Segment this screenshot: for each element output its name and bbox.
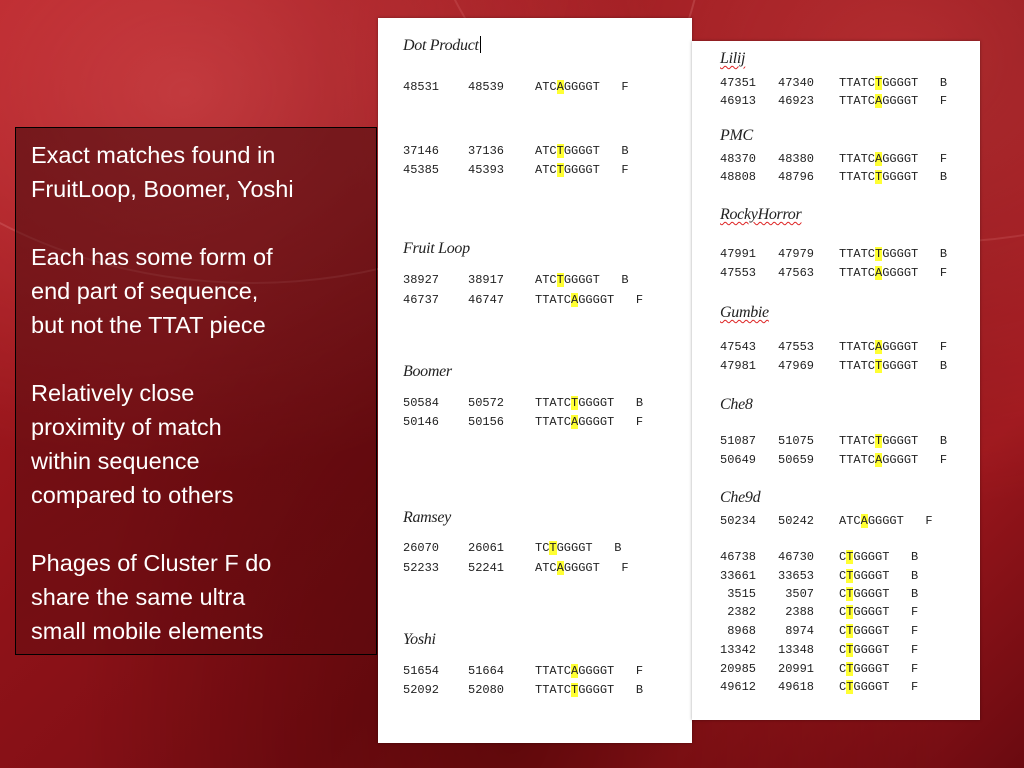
- section-title-text: Boomer: [403, 363, 452, 380]
- sequence-row: [692, 569, 980, 584]
- start-position: 47981: [720, 359, 757, 373]
- end-position: 47340: [778, 76, 815, 90]
- start-position: 2382: [720, 605, 757, 619]
- sequence-prefix: TTATC: [839, 359, 876, 373]
- highlighted-base: A: [875, 340, 883, 354]
- end-position: 50659: [778, 453, 815, 467]
- sequence-suffix-direction: GGGGT F: [563, 561, 629, 575]
- highlighted-base: T: [846, 587, 854, 601]
- sequence-row: [692, 170, 980, 185]
- sequence-match: [839, 662, 918, 677]
- end-position: 8974: [778, 624, 815, 638]
- sequence-prefix: C: [839, 662, 847, 676]
- sequence-match: [839, 266, 947, 281]
- start-position: 52092: [403, 683, 440, 697]
- sequence-prefix: TTATC: [535, 415, 572, 429]
- start-position: 45385: [403, 163, 440, 177]
- sequence-suffix-direction: GGGGT B: [853, 550, 919, 564]
- highlighted-base: T: [846, 662, 854, 676]
- section-title-fruit-loop: [403, 240, 470, 258]
- sequence-prefix: ATC: [535, 273, 557, 287]
- start-position: 50584: [403, 396, 440, 410]
- highlighted-base: T: [571, 396, 579, 410]
- end-position: 3507: [778, 587, 815, 601]
- sequence-match: [839, 514, 933, 529]
- highlighted-base: T: [846, 550, 854, 564]
- section-title-boomer: [403, 363, 452, 381]
- sequence-prefix: TTATC: [535, 683, 572, 697]
- sequence-prefix: TTATC: [535, 396, 572, 410]
- sequence-prefix: C: [839, 643, 847, 657]
- start-position: 51654: [403, 664, 440, 678]
- sequence-suffix-direction: GGGGT B: [882, 434, 948, 448]
- highlighted-base: T: [875, 247, 883, 261]
- start-position: 50146: [403, 415, 440, 429]
- start-position: 13342: [720, 643, 757, 657]
- end-position: 26061: [468, 541, 505, 555]
- start-position: 48531: [403, 80, 440, 94]
- sequence-row: [378, 144, 692, 159]
- sequence-match: [839, 605, 918, 620]
- sequence-row: [378, 163, 692, 178]
- sequence-suffix-direction: GGGGT B: [578, 683, 644, 697]
- end-position: 46923: [778, 94, 815, 108]
- sequence-prefix: C: [839, 587, 847, 601]
- sequence-row: [378, 80, 692, 95]
- end-position: 46730: [778, 550, 815, 564]
- sequence-match: [839, 550, 918, 565]
- sequence-suffix-direction: GGGGT F: [882, 152, 948, 166]
- sequence-match: [535, 541, 621, 556]
- start-position: 8968: [720, 624, 757, 638]
- sequence-match: [535, 273, 629, 288]
- start-position: 49612: [720, 680, 757, 694]
- highlighted-base: T: [875, 434, 883, 448]
- end-position: 48796: [778, 170, 815, 184]
- section-title-text: Che9d: [720, 489, 761, 506]
- sequence-doc-right: [692, 41, 980, 720]
- sequence-row: [692, 605, 980, 620]
- sequence-match: [535, 683, 643, 698]
- start-position: 26070: [403, 541, 440, 555]
- sequence-suffix-direction: GGGGT F: [853, 662, 919, 676]
- sequence-prefix: TTATC: [535, 293, 572, 307]
- sequence-suffix-direction: GGGGT F: [578, 415, 644, 429]
- sequence-row: [378, 396, 692, 411]
- sequence-prefix: TTATC: [839, 340, 876, 354]
- highlighted-base: T: [556, 163, 564, 177]
- sequence-suffix-direction: GGGGT F: [882, 453, 948, 467]
- sequence-row: [378, 683, 692, 698]
- sequence-match: [839, 170, 947, 185]
- section-title-che9d: [720, 489, 760, 507]
- sequence-suffix-direction: GGGGT F: [563, 80, 629, 94]
- sequence-suffix-direction: GGGGT F: [882, 266, 948, 280]
- sequence-prefix: TTATC: [839, 76, 876, 90]
- note-paragraph: Exact matches found in FruitLoop, Boomer, Yoshi: [31, 142, 294, 202]
- start-position: 50234: [720, 514, 757, 528]
- end-position: 47553: [778, 340, 815, 354]
- start-position: 51087: [720, 434, 757, 448]
- section-title-text: Lilij: [720, 50, 746, 67]
- end-position: 48380: [778, 152, 815, 166]
- sequence-match: [839, 453, 947, 468]
- section-title-text: Gumbie: [720, 304, 769, 321]
- sequence-prefix: ATC: [839, 514, 861, 528]
- sequence-match: [535, 163, 629, 178]
- sequence-prefix: ATC: [535, 163, 557, 177]
- sequence-prefix: TTATC: [839, 152, 876, 166]
- sequence-suffix-direction: GGGGT F: [853, 643, 919, 657]
- section-title-dot-product: [403, 36, 481, 55]
- sequence-row: [692, 247, 980, 262]
- start-position: 46737: [403, 293, 440, 307]
- notes-text-box: [15, 127, 377, 655]
- sequence-row: [692, 152, 980, 167]
- section-title-ramsey: [403, 509, 451, 527]
- sequence-match: [839, 624, 918, 639]
- sequence-prefix: TTATC: [839, 453, 876, 467]
- note-paragraph: Relatively close proximity of match within sequence compared to others: [31, 380, 234, 508]
- note-paragraph: Phages of Cluster F do share the same ultra small mobile elements: [31, 550, 272, 644]
- sequence-suffix-direction: GGGGT B: [882, 170, 948, 184]
- end-position: 46747: [468, 293, 505, 307]
- start-position: 47553: [720, 266, 757, 280]
- sequence-match: [839, 680, 918, 695]
- start-position: 47543: [720, 340, 757, 354]
- section-title-gumbie: [720, 304, 769, 322]
- end-position: 2388: [778, 605, 815, 619]
- section-title-text: Che8: [720, 396, 753, 413]
- start-position: 46738: [720, 550, 757, 564]
- sequence-suffix-direction: GGGGT F: [882, 340, 948, 354]
- sequence-suffix-direction: GGGGT B: [882, 359, 948, 373]
- highlighted-base: A: [875, 453, 883, 467]
- highlighted-base: T: [556, 144, 564, 158]
- sequence-match: [839, 340, 947, 355]
- sequence-suffix-direction: GGGGT F: [853, 680, 919, 694]
- sequence-row: [692, 514, 980, 529]
- sequence-suffix-direction: GGGGT B: [563, 144, 629, 158]
- sequence-match: [839, 359, 947, 374]
- section-title-yoshi: [403, 631, 436, 649]
- sequence-prefix: C: [839, 624, 847, 638]
- sequence-match: [535, 80, 629, 95]
- start-position: 52233: [403, 561, 440, 575]
- sequence-match: [535, 415, 643, 430]
- sequence-suffix-direction: GGGGT B: [578, 396, 644, 410]
- end-position: 50242: [778, 514, 815, 528]
- start-position: 48370: [720, 152, 757, 166]
- sequence-match: [535, 664, 643, 679]
- note-paragraph: Each has some form of end part of sequence, but not the TTAT piece: [31, 244, 273, 338]
- sequence-row: [692, 453, 980, 468]
- sequence-match: [535, 293, 643, 308]
- highlighted-base: A: [571, 415, 579, 429]
- start-position: 47991: [720, 247, 757, 261]
- sequence-suffix-direction: GGGGT F: [853, 624, 919, 638]
- highlighted-base: A: [571, 664, 579, 678]
- sequence-row: [692, 340, 980, 355]
- sequence-prefix: C: [839, 605, 847, 619]
- sequence-prefix: TTATC: [839, 434, 876, 448]
- section-title-text: PMC: [720, 127, 753, 144]
- section-title-text: Ramsey: [403, 509, 451, 526]
- sequence-row: [692, 643, 980, 658]
- highlighted-base: A: [875, 94, 883, 108]
- sequence-match: [839, 643, 918, 658]
- sequence-match: [839, 247, 947, 262]
- sequence-match: [839, 569, 918, 584]
- sequence-prefix: C: [839, 680, 847, 694]
- sequence-row: [378, 664, 692, 679]
- end-position: 48539: [468, 80, 505, 94]
- sequence-row: [692, 680, 980, 695]
- sequence-row: [692, 94, 980, 109]
- sequence-row: [378, 293, 692, 308]
- sequence-suffix-direction: GGGGT B: [882, 247, 948, 261]
- sequence-prefix: ATC: [535, 80, 557, 94]
- sequence-prefix: TC: [535, 541, 550, 555]
- sequence-suffix-direction: GGGGT F: [563, 163, 629, 177]
- sequence-suffix-direction: GGGGT B: [882, 76, 948, 90]
- highlighted-base: T: [875, 76, 883, 90]
- sequence-row: [378, 273, 692, 288]
- highlighted-base: T: [875, 170, 883, 184]
- section-title-text: RockyHorror: [720, 206, 802, 223]
- text-cursor: [480, 36, 481, 53]
- section-title-rockyhorror: [720, 206, 801, 224]
- section-title-lilij: [720, 50, 745, 68]
- sequence-suffix-direction: GGGGT F: [578, 664, 644, 678]
- end-position: 45393: [468, 163, 505, 177]
- sequence-prefix: TTATC: [839, 266, 876, 280]
- highlighted-base: T: [556, 273, 564, 287]
- end-position: 20991: [778, 662, 815, 676]
- highlighted-base: T: [549, 541, 557, 555]
- section-title-text: Yoshi: [403, 631, 436, 648]
- start-position: 20985: [720, 662, 757, 676]
- end-position: 33653: [778, 569, 815, 583]
- sequence-prefix: TTATC: [535, 664, 572, 678]
- sequence-suffix-direction: GGGGT B: [853, 587, 919, 601]
- sequence-doc-left: [378, 18, 692, 743]
- start-position: 47351: [720, 76, 757, 90]
- end-position: 47969: [778, 359, 815, 373]
- sequence-prefix: C: [839, 550, 847, 564]
- highlighted-base: A: [860, 514, 868, 528]
- sequence-row: [692, 624, 980, 639]
- sequence-row: [692, 550, 980, 565]
- sequence-match: [535, 144, 629, 159]
- end-position: 49618: [778, 680, 815, 694]
- section-title-text: Dot Product: [403, 37, 479, 54]
- highlighted-base: T: [846, 569, 854, 583]
- start-position: 33661: [720, 569, 757, 583]
- sequence-suffix-direction: GGGGT F: [882, 94, 948, 108]
- sequence-row: [378, 541, 692, 556]
- end-position: 52241: [468, 561, 505, 575]
- sequence-match: [839, 76, 947, 91]
- start-position: 48808: [720, 170, 757, 184]
- sequence-suffix-direction: GGGGT F: [578, 293, 644, 307]
- sequence-suffix-direction: GGGGT F: [853, 605, 919, 619]
- sequence-row: [692, 587, 980, 602]
- highlighted-base: T: [846, 680, 854, 694]
- end-position: 37136: [468, 144, 505, 158]
- sequence-prefix: TTATC: [839, 170, 876, 184]
- sequence-suffix-direction: GGGGT F: [867, 514, 933, 528]
- sequence-row: [692, 434, 980, 449]
- sequence-match: [535, 396, 643, 411]
- start-position: 46913: [720, 94, 757, 108]
- sequence-prefix: C: [839, 569, 847, 583]
- sequence-row: [692, 76, 980, 91]
- end-position: 38917: [468, 273, 505, 287]
- highlighted-base: T: [875, 359, 883, 373]
- start-position: 37146: [403, 144, 440, 158]
- sequence-prefix: TTATC: [839, 247, 876, 261]
- sequence-row: [692, 662, 980, 677]
- start-position: 50649: [720, 453, 757, 467]
- sequence-prefix: TTATC: [839, 94, 876, 108]
- sequence-match: [839, 434, 947, 449]
- sequence-row: [692, 266, 980, 281]
- highlighted-base: T: [571, 683, 579, 697]
- sequence-prefix: ATC: [535, 144, 557, 158]
- sequence-match: [839, 94, 947, 109]
- section-title-text: Fruit Loop: [403, 240, 470, 257]
- end-position: 51075: [778, 434, 815, 448]
- highlighted-base: A: [571, 293, 579, 307]
- highlighted-base: A: [875, 152, 883, 166]
- sequence-suffix-direction: GGGGT B: [556, 541, 622, 555]
- end-position: 50156: [468, 415, 505, 429]
- end-position: 50572: [468, 396, 505, 410]
- highlighted-base: T: [846, 624, 854, 638]
- highlighted-base: A: [875, 266, 883, 280]
- sequence-suffix-direction: GGGGT B: [563, 273, 629, 287]
- sequence-match: [839, 587, 918, 602]
- highlighted-base: T: [846, 605, 854, 619]
- section-title-che8: [720, 396, 753, 414]
- start-position: 38927: [403, 273, 440, 287]
- sequence-suffix-direction: GGGGT B: [853, 569, 919, 583]
- end-position: 13348: [778, 643, 815, 657]
- highlighted-base: T: [846, 643, 854, 657]
- end-position: 47563: [778, 266, 815, 280]
- sequence-match: [839, 152, 947, 167]
- end-position: 51664: [468, 664, 505, 678]
- sequence-prefix: ATC: [535, 561, 557, 575]
- highlighted-base: A: [556, 561, 564, 575]
- end-position: 47979: [778, 247, 815, 261]
- sequence-match: [535, 561, 629, 576]
- start-position: 3515: [720, 587, 757, 601]
- highlighted-base: A: [556, 80, 564, 94]
- sequence-row: [378, 415, 692, 430]
- end-position: 52080: [468, 683, 505, 697]
- sequence-row: [692, 359, 980, 374]
- sequence-row: [378, 561, 692, 576]
- section-title-pmc: [720, 127, 753, 145]
